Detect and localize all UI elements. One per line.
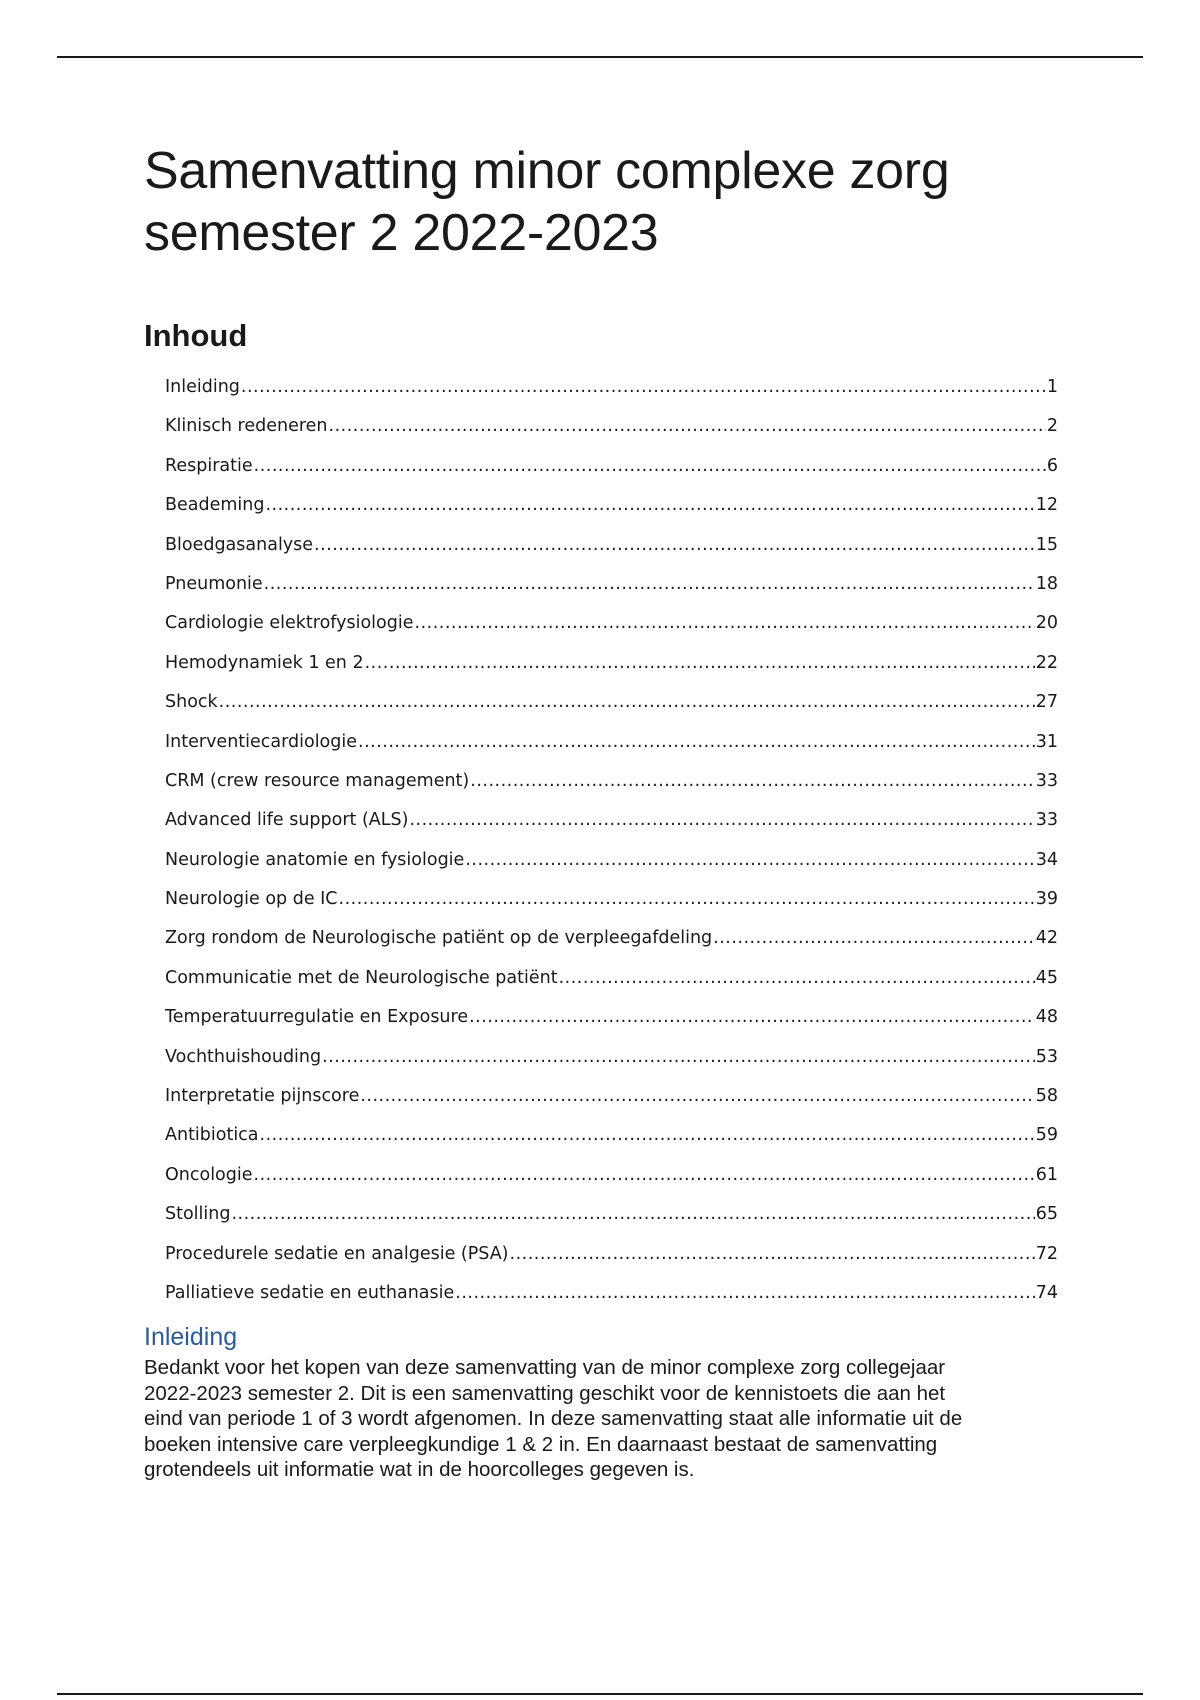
toc-entry[interactable] [165,880,1058,919]
toc-dot-leader [409,801,1034,840]
toc-dot-leader [231,1195,1034,1234]
toc-entry-label: Hemodynamiek 1 en 2 [165,652,364,673]
toc-entry-page-number: 12 [1035,495,1058,516]
toc-entry[interactable] [165,762,1058,801]
toc-entry-page-number: 48 [1035,1007,1058,1028]
toc-entry-label: Inleiding [165,377,240,397]
toc-entry-page-number: 72 [1035,1243,1058,1264]
toc-dot-leader [365,644,1035,683]
toc-entry-page-number: 53 [1035,1046,1058,1067]
toc-dot-leader [510,1235,1035,1274]
toc-dot-leader [360,1077,1034,1116]
toc-entry-label: Stolling [165,1204,231,1225]
toc-entry[interactable] [165,368,1058,407]
toc-entry-label: Beademing [165,495,265,516]
toc-entry-label: CRM (crew resource management) [165,770,470,791]
footer-rule [57,1693,1143,1695]
toc-dot-leader [264,565,1035,604]
toc-entry-page-number: 33 [1035,810,1058,831]
toc-dot-leader [314,526,1035,565]
body-line: boeken intensive care verpleegkundige 1 & 2 in. En daarnaast bestaat de samenvatting [144,1432,938,1456]
toc-entry[interactable] [165,683,1058,722]
toc-dot-leader [415,604,1035,643]
toc-entry-page-number: 18 [1035,573,1058,594]
toc-entry-page-number: 22 [1035,652,1058,673]
toc-entry-label: Shock [165,692,218,713]
toc-dot-leader [559,959,1035,998]
toc-entry[interactable] [165,919,1058,958]
toc-entry-label: Neurologie op de IC [165,889,338,910]
toc-entry-label: Communicatie met de Neurologische patiënt [165,967,558,988]
toc-entry-label: Bloedgasanalyse [165,534,314,555]
section-heading-inleiding: Inleiding [144,1323,238,1352]
toc-entry-page-number: 15 [1035,534,1058,555]
toc-dot-leader [265,486,1034,525]
body-line: grotendeels uit informatie wat in de hoorcolleges gegeven is. [144,1458,695,1482]
toc-entry-label: Procedurele sedatie en analgesie (PSA) [165,1243,509,1264]
toc-entry[interactable] [165,801,1058,840]
toc-dot-leader [219,683,1035,722]
toc-entry[interactable] [165,1116,1058,1155]
toc-entry[interactable] [165,1274,1058,1313]
toc-dot-leader [322,1038,1035,1077]
body-line: 2022-2023 semester 2. Dit is een samenvatting geschikt voor de kennistoets die aan het [144,1381,946,1405]
toc-dot-leader [254,1156,1035,1195]
toc-entry-label: Antibiotica [165,1125,259,1146]
toc-entry-page-number: 39 [1035,889,1058,910]
toc-entry-page-number: 27 [1035,692,1058,713]
toc-entry-label: Interpretatie pijnscore [165,1086,360,1107]
toc-entry-page-number: 20 [1035,613,1058,634]
toc-entry-page-number: 59 [1035,1125,1058,1146]
toc-dot-leader [455,1274,1034,1313]
toc-entry-label: Temperatuurregulatie en Exposure [165,1007,469,1028]
body-line: Bedankt voor het kopen van deze samenvatting van de minor complexe zorg collegejaar [144,1356,946,1380]
toc-entry-page-number: 6 [1046,455,1058,476]
toc-entry-page-number: 65 [1035,1204,1058,1225]
toc-entry-label: Klinisch redeneren [165,416,328,437]
document-title [144,140,1059,264]
document-title-line-2: semester 2 2022-2023 [144,204,659,262]
toc-entry[interactable] [165,644,1058,683]
toc-entry-page-number: 45 [1035,967,1058,988]
toc-entry[interactable] [165,723,1058,762]
toc-entry[interactable] [165,407,1058,446]
toc-dot-leader [713,919,1035,958]
toc-entry[interactable] [165,526,1058,565]
toc-dot-leader [260,1116,1035,1155]
document-title-line-1: Samenvatting minor complexe zorg [144,142,950,200]
toc-entry-page-number: 74 [1035,1282,1058,1303]
toc-entry-label: Neurologie anatomie en fysiologie [165,849,465,870]
toc-entry-page-number: 34 [1035,849,1058,870]
toc-dot-leader [254,447,1046,486]
toc-entry[interactable] [165,1156,1058,1195]
toc-dot-leader [465,841,1034,880]
toc-entry[interactable] [165,486,1058,525]
toc-entry[interactable] [165,1077,1058,1116]
toc-entry[interactable] [165,565,1058,604]
toc-entry[interactable] [165,1235,1058,1274]
toc-dot-leader [339,880,1035,919]
toc-dot-leader [470,762,1034,801]
toc-entry-page-number: 1 [1046,377,1058,397]
toc-entry-label: Interventiecardiologie [165,731,357,752]
toc-entry-page-number: 58 [1035,1086,1058,1107]
section-body-inleiding [144,1355,1044,1483]
toc-entry-page-number: 33 [1035,770,1058,791]
toc-entry-page-number: 2 [1046,416,1058,437]
toc-entry-page-number: 61 [1035,1164,1058,1185]
toc-entry-label: Cardiologie elektrofysiologie [165,613,414,634]
toc-entry-label: Oncologie [165,1164,253,1185]
toc-heading: Inhoud [144,318,248,353]
table-of-contents [144,368,1058,1313]
toc-entry[interactable] [165,1038,1058,1077]
toc-entry[interactable] [165,959,1058,998]
toc-dot-leader [358,723,1035,762]
toc-entry[interactable] [165,841,1058,880]
toc-entry[interactable] [165,604,1058,643]
toc-entry-label: Advanced life support (ALS) [165,810,409,831]
toc-entry-label: Vochthuishouding [165,1046,322,1067]
toc-entry-label: Pneumonie [165,573,263,594]
header-rule [57,56,1143,58]
toc-dot-leader [241,368,1046,407]
toc-dot-leader [469,998,1035,1037]
toc-entry[interactable] [165,1195,1058,1234]
toc-entry-page-number: 42 [1035,928,1058,949]
toc-entry-label: Palliatieve sedatie en euthanasie [165,1282,455,1303]
body-line: eind van periode 1 of 3 wordt afgenomen. In deze samenvatting staat alle informatie uit de [144,1407,963,1431]
toc-entry[interactable] [165,998,1058,1037]
toc-entry-page-number: 31 [1035,731,1058,752]
document-page [144,140,1059,1483]
toc-entry[interactable] [165,447,1058,486]
toc-entry-label: Respiratie [165,455,253,476]
toc-entry-label: Zorg rondom de Neurologische patiënt op de verpleegafdeling [165,928,713,949]
toc-dot-leader [329,407,1046,446]
